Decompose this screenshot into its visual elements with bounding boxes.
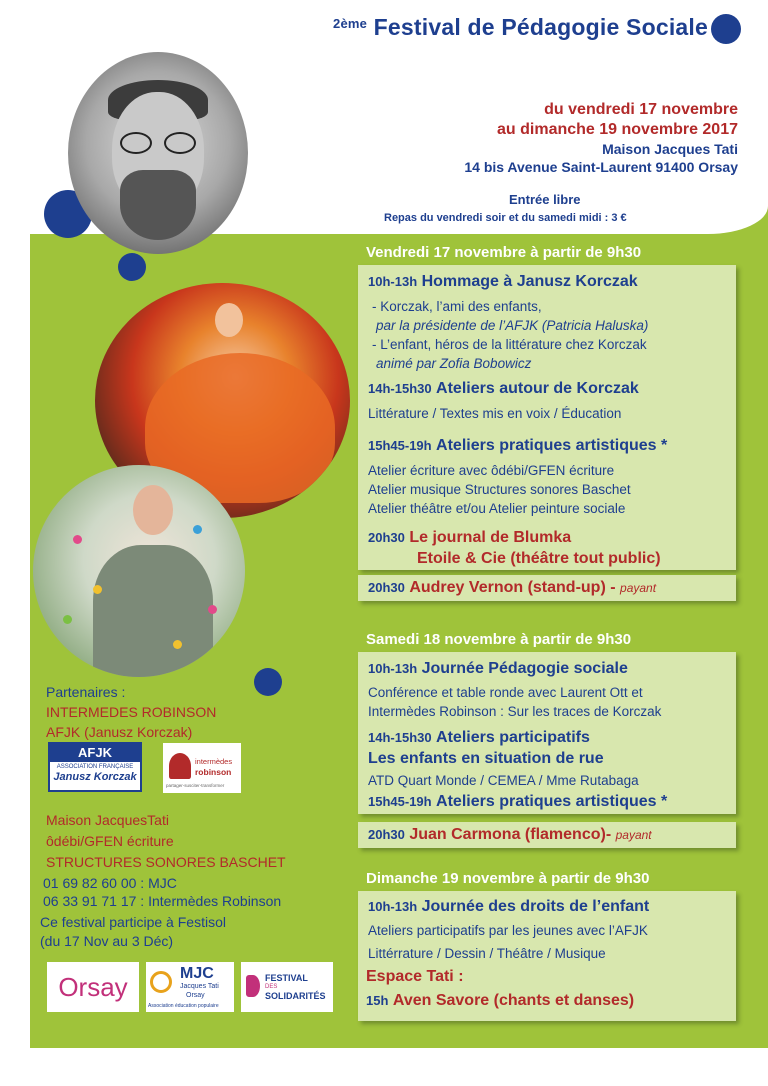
saturday-session-1: 10h-13h Journée Pédagogie sociale bbox=[368, 660, 628, 677]
festisol-logo-line-2: DES bbox=[265, 984, 278, 990]
mjc-logo-line-1: MJC bbox=[180, 965, 214, 982]
mjc-logo bbox=[146, 962, 234, 1012]
portrait-glasses bbox=[120, 132, 198, 154]
friday-session-3: 15h45-19h Ateliers pratiques artistiques * bbox=[368, 437, 668, 454]
friday-s1-line-3: - L’enfant, héros de la littérature chez Korczak bbox=[372, 337, 647, 352]
decorative-circle bbox=[118, 253, 146, 281]
saturday-heading: Samedi 18 novembre à partir de 9h30 bbox=[366, 631, 632, 648]
friday-s1-line-4: animé par Zofia Bobowicz bbox=[376, 356, 532, 371]
friday-s3-line-2: Atelier musique Structures sonores Baschet bbox=[368, 482, 631, 497]
woman-head bbox=[133, 485, 173, 535]
dancer-head bbox=[215, 303, 243, 337]
intermedes-robinson-logo bbox=[163, 743, 241, 793]
afjk-logo-title: AFJK bbox=[50, 744, 140, 762]
meals-info: Repas du vendredi soir et du samedi midi : 3 € bbox=[384, 212, 627, 224]
saturday-s1-line-1: Conférence et table ronde avec Laurent Ott et bbox=[368, 685, 643, 700]
saturday-s1-line-2: Intermèdes Robinson : Sur les traces de Korczak bbox=[368, 704, 662, 719]
confetti bbox=[173, 640, 182, 649]
saturday-session-4: 20h30 Juan Carmona (flamenco)- payant bbox=[368, 826, 652, 843]
orsay-logo-text: Orsay bbox=[58, 972, 128, 1002]
mjc-logo-line-4: Association éducation populaire bbox=[148, 1003, 219, 1009]
ir-logo-line-2: robinson bbox=[195, 767, 232, 777]
ir-logo-line-1: intermèdes bbox=[195, 757, 233, 766]
contact-5: 06 33 91 71 17 : Intermèdes Robinson bbox=[43, 893, 282, 909]
sunday-heading: Dimanche 19 novembre à partir de 9h30 bbox=[366, 870, 650, 887]
partners-label: Partenaires : bbox=[46, 684, 126, 700]
sunday-s1-line-2: Littérrature / Dessin / Théâtre / Musique bbox=[368, 946, 606, 961]
contact-7: (du 17 Nov au 3 Déc) bbox=[40, 933, 174, 949]
tree-icon bbox=[169, 753, 191, 779]
address: 14 bis Avenue Saint-Laurent 91400 Orsay bbox=[464, 159, 738, 175]
afjk-logo-sub: ASSOCIATION FRANÇAISE bbox=[56, 764, 134, 770]
sunday-session-1: 10h-13h Journée des droits de l’enfant bbox=[368, 898, 650, 915]
friday-session-1: 10h-13h Hommage à Janusz Korczak bbox=[368, 273, 638, 290]
confetti bbox=[193, 525, 202, 534]
woman-body bbox=[93, 545, 213, 677]
decorative-circle bbox=[254, 668, 282, 696]
friday-heading: Vendredi 17 novembre à partir de 9h30 bbox=[366, 244, 642, 261]
contact-6: Ce festival participe à Festisol bbox=[40, 914, 226, 930]
korczak-portrait bbox=[68, 52, 248, 254]
portrait-beard bbox=[120, 170, 196, 240]
confetti bbox=[208, 605, 217, 614]
free-entry: Entrée libre bbox=[509, 192, 581, 207]
saturday-session-3: 15h45-19h Ateliers pratiques artistiques * bbox=[368, 793, 668, 810]
partner-1: INTERMEDES ROBINSON bbox=[46, 704, 217, 720]
contact-2: ôdébi/GFEN écriture bbox=[46, 833, 174, 849]
sunday-session-2: 15h Aven Savore (chants et danses) bbox=[366, 992, 635, 1009]
confetti bbox=[73, 535, 82, 544]
ir-logo-line-3: partager-susciter-transformer bbox=[166, 783, 225, 788]
friday-s3-line-3: Atelier théâtre et/ou Atelier peinture sociale bbox=[368, 501, 626, 516]
saturday-s2-line-3: ATD Quart Monde / CEMEA / Mme Rutabaga bbox=[368, 773, 639, 788]
saturday-s2-line-2: Les enfants en situation de rue bbox=[368, 750, 604, 767]
bottom-white-area bbox=[0, 1048, 768, 1086]
contact-4: 01 69 82 60 00 : MJC bbox=[43, 875, 177, 891]
date-line-2: au dimanche 19 novembre 2017 bbox=[497, 121, 738, 138]
afjk-logo bbox=[48, 742, 142, 792]
decorative-circle bbox=[711, 14, 741, 44]
friday-s2-line-1: Littérature / Textes mis en voix / Éducation bbox=[368, 406, 622, 421]
contact-3: STRUCTURES SONORES BASCHET bbox=[46, 854, 286, 870]
orsay-logo bbox=[47, 962, 139, 1012]
friday-s4-line-2: Etoile & Cie (théâtre tout public) bbox=[417, 550, 661, 567]
saturday-session-2: 14h-15h30 Ateliers participatifs bbox=[368, 729, 590, 746]
festisol-logo-line-3: SOLIDARITÉS bbox=[265, 991, 326, 1001]
confetti bbox=[93, 585, 102, 594]
friday-session-2: 14h-15h30 Ateliers autour de Korczak bbox=[368, 380, 639, 397]
mjc-logo-line-2: Jacques Tati bbox=[180, 983, 219, 990]
date-line-1: du vendredi 17 novembre bbox=[544, 101, 738, 118]
venue: Maison Jacques Tati bbox=[602, 141, 738, 157]
subtitle-line-1: DÉFENDRE LA CAUSE DES ENFANTS bbox=[375, 48, 738, 70]
megaphone-icon bbox=[246, 975, 260, 997]
friday-session-4: 20h30 Le journal de Blumka bbox=[368, 529, 572, 546]
sunday-s1-line-1: Ateliers participatifs par les jeunes avec l’AFJK bbox=[368, 923, 648, 938]
mjc-logo-line-3: Orsay bbox=[186, 992, 205, 999]
mjc-sun-icon bbox=[150, 971, 172, 993]
friday-s1-line-1: - Korczak, l’ami des enfants, bbox=[372, 299, 542, 314]
subtitle-line-2: AVEC JANUSZ KORCZAK bbox=[492, 74, 738, 96]
partner-2: AFJK (Janusz Korczak) bbox=[46, 724, 193, 740]
friday-session-5: 20h30 Audrey Vernon (stand-up) - payant bbox=[368, 579, 657, 596]
festisol-logo bbox=[241, 962, 333, 1012]
afjk-logo-name: Janusz Korczak bbox=[53, 771, 137, 783]
woman-photo bbox=[33, 465, 245, 677]
friday-s1-line-2: par la présidente de l’AFJK (Patricia Haluska) bbox=[376, 318, 649, 333]
contact-1: Maison JacquesTati bbox=[46, 812, 169, 828]
friday-s3-line-1: Atelier écriture avec ôdébi/GFEN écriture bbox=[368, 463, 615, 478]
festival-title: $^{2ème}$ Festival de Pédagogie Sociale bbox=[333, 14, 708, 40]
confetti bbox=[63, 615, 72, 624]
festisol-logo-line-1: FESTIVAL bbox=[265, 973, 308, 983]
espace-tati: Espace Tati : bbox=[366, 968, 464, 985]
